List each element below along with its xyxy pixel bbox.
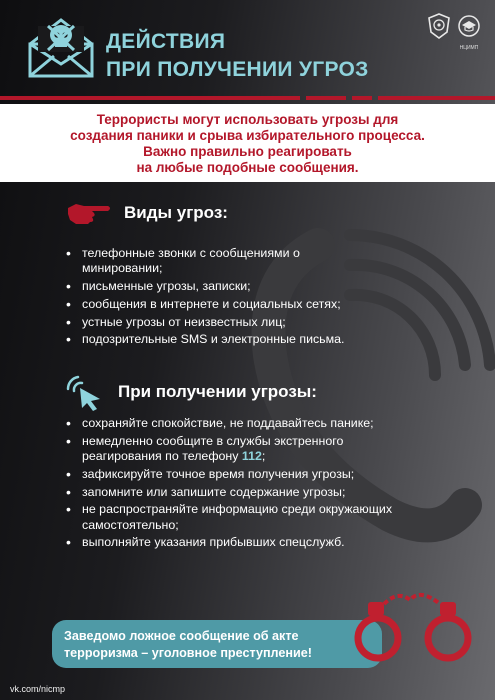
list-item: • телефонные звонки с сообщениями о минировании; [64, 246, 364, 277]
page-title [106, 28, 369, 84]
section-actions-header [64, 373, 317, 411]
warning-line-2: терроризма – уголовное преступление! [64, 646, 312, 660]
header [0, 0, 495, 100]
footer-link[interactable]: vk.com/nicmp [10, 684, 66, 694]
list-item-text: немедленно сообщите в службы экстренного реагирования по телефону [82, 433, 344, 464]
title-line-2: ПРИ ПОЛУЧЕНИИ УГРОЗ [106, 58, 369, 81]
handcuffs-icon [350, 580, 480, 670]
list-item: • не распространяйте информацию среди окружающих самостоятельно; [64, 502, 404, 533]
graduate-logo [457, 12, 481, 51]
title-line-1: ДЕЙСТВИЯ [106, 30, 226, 53]
section-types-title: Виды угроз: [124, 203, 228, 222]
list-item: • запомните или запишите содержание угрозы; [64, 485, 404, 500]
intro-line-3: Важно правильно реагировать [143, 144, 352, 159]
logo-caption: НЦИМП [459, 45, 479, 51]
graduate-logo-icon [457, 12, 481, 40]
list-item-emergency [64, 434, 404, 465]
list-item-suffix: ; [261, 449, 266, 464]
list-item: • устные угрозы от неизвестных лиц; [64, 315, 364, 330]
list-item: • зафиксируйте точное время получения угрозы; [64, 467, 404, 482]
warning-line-1: Заведомо ложное сообщение об акте [64, 629, 299, 643]
intro-box [0, 104, 495, 182]
list-item: • выполняйте указания прибывших спецслужб. [64, 535, 404, 550]
red-dashed-divider [0, 95, 495, 101]
emergency-number: 112 [241, 449, 262, 464]
logos [427, 12, 481, 51]
intro-line-2: создания паники и срыва избирательного процесса. [70, 128, 425, 143]
list-item: • письменные угрозы, записки; [64, 279, 364, 294]
section-types-header [66, 200, 228, 226]
pointing-hand-icon [66, 200, 112, 226]
list-item: • сообщения в интернете и социальных сетях; [64, 297, 364, 312]
list-item: • подозрительные SMS и электронные письма. [64, 332, 364, 347]
shield-logo-icon [427, 12, 451, 40]
cursor-click-icon [64, 373, 106, 411]
envelope-skull-icon [26, 14, 96, 80]
intro-line-4: на любые подобные сообщения. [136, 160, 359, 175]
list-item: • сохраняйте спокойствие, не поддавайтесь панике; [64, 416, 404, 431]
section-actions-title: При получении угрозы: [118, 382, 317, 401]
warning-box [52, 620, 382, 668]
threat-types-list [64, 246, 364, 350]
intro-line-1: Террористы могут использовать угрозы для [96, 112, 399, 127]
actions-list [64, 416, 404, 553]
